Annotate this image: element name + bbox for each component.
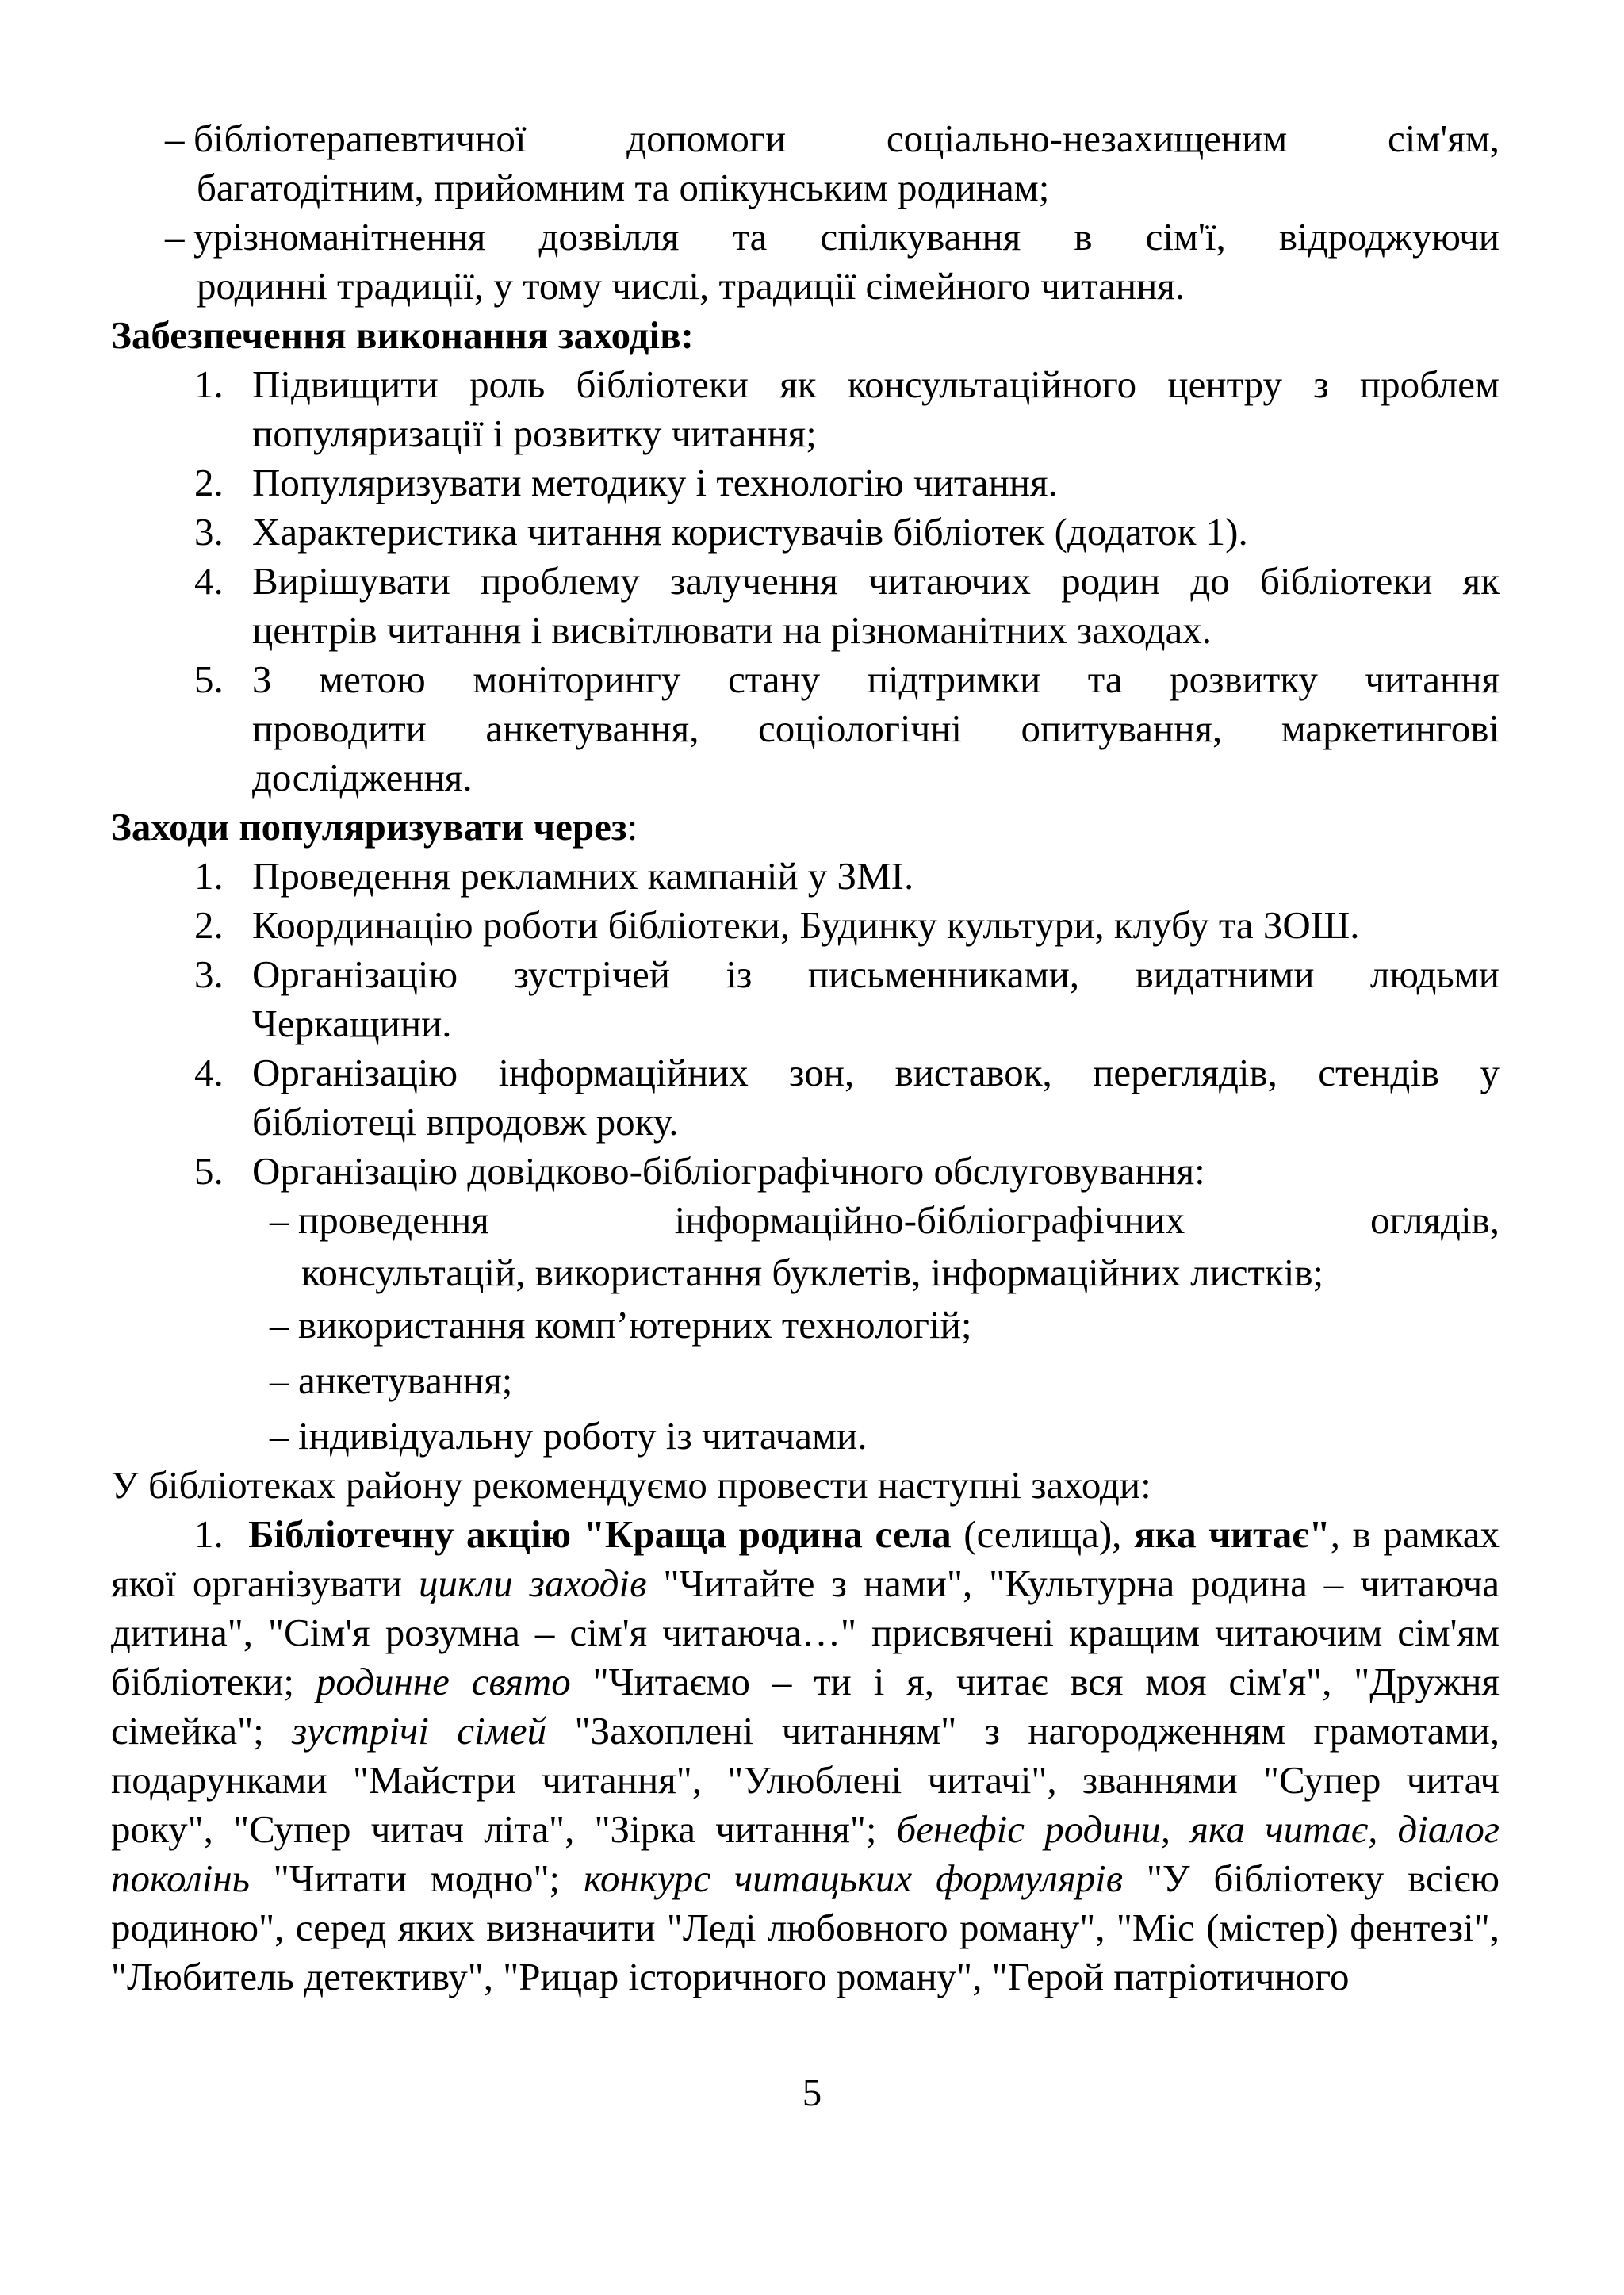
dash-item-line: анкетування; bbox=[298, 1358, 513, 1402]
list-item-5 bbox=[111, 655, 1500, 803]
list-item-4 bbox=[111, 557, 1500, 655]
seg-4: цикли заходів bbox=[418, 1561, 647, 1605]
section-heading-text: Заходи популяризувати через bbox=[111, 805, 627, 849]
recommend-intro: У бібліотеках району рекомендуємо провести наступні заходи: bbox=[111, 1463, 1151, 1507]
dash-item-1 bbox=[111, 114, 1500, 213]
dash-item-line: урізноманітнення дозвілля та спілкування в сім'ї, відроджуючи bbox=[193, 215, 1500, 259]
list-number: 3. bbox=[194, 952, 224, 996]
list-item-2 bbox=[111, 458, 1500, 508]
list-item-line: Проведення рекламних кампаній у ЗМІ. bbox=[252, 854, 914, 898]
list-item-1 bbox=[111, 360, 1500, 458]
dash-marker: – bbox=[165, 215, 185, 259]
list-item-line: Підвищити роль бібліотеки як консультаційного центру з проблем bbox=[252, 362, 1500, 406]
dash-item-line: проведення інформаційно-бібліографічних оглядів, bbox=[298, 1198, 1500, 1242]
list-number: 5. bbox=[194, 657, 224, 701]
seg-8: зустрічі сімей bbox=[292, 1709, 547, 1753]
dash-item-2 bbox=[111, 213, 1500, 311]
dash-item-line: використання комп’ютерних технологій; bbox=[298, 1303, 972, 1347]
list-item-line: Вирішувати проблему залучення читаючих родин до бібліотеки як bbox=[252, 559, 1500, 603]
list-item-line: Організацію довідково-бібліографічного обслуговування: bbox=[252, 1149, 1205, 1193]
section-heading-popularize bbox=[111, 803, 1500, 852]
list-item-line: дослідження. bbox=[252, 756, 473, 799]
page-number: 5 bbox=[802, 2071, 822, 2114]
seg-13: "У бібліотеку всією родиною", серед яких визначити "Леді любовного роману", "Міс (містер) фентезі", "Любитель детективу", "Рицар історичного роману", "Герой патріотичного bbox=[111, 1856, 1500, 1998]
list-item-line: популяризації і розвитку читання; bbox=[252, 412, 817, 455]
section-heading-ensuring: Забезпечення виконання заходів: bbox=[111, 313, 694, 357]
list-item-line: центрів читання і висвітлювати на різноманітних заходах. bbox=[252, 608, 1212, 652]
numbered-list-ensuring bbox=[111, 360, 1500, 803]
list-number: 2. bbox=[194, 903, 224, 947]
dash-marker: – bbox=[270, 1198, 289, 1242]
list-item-line: бібліотеці впродовж року. bbox=[252, 1100, 679, 1144]
dash-marker: – bbox=[270, 1358, 289, 1402]
dash-item-line: бібліотерапевтичної допомоги соціально-незахищеним сім'ям, bbox=[193, 117, 1500, 160]
list-item-line: проводити анкетування, соціологічні опитування, маркетингові bbox=[252, 707, 1500, 750]
seg-0: Бібліотечну акцію "Краща родина села bbox=[248, 1512, 952, 1556]
list-item-5 bbox=[111, 1147, 1500, 1196]
list-item-line: Організацію зустрічей із письменниками, видатними людьми bbox=[252, 952, 1500, 996]
list-number: 1. bbox=[194, 362, 224, 406]
list-number: 5. bbox=[194, 1149, 224, 1193]
final-paragraph-number: 1. bbox=[194, 1512, 224, 1556]
document-page bbox=[111, 114, 1500, 2002]
list-item-line: Популяризувати методику і технологію читання. bbox=[252, 461, 1058, 504]
intro-dash-list bbox=[111, 114, 1500, 311]
seg-1: (селища), bbox=[951, 1512, 1135, 1556]
numbered-list-popularize bbox=[111, 852, 1500, 1461]
seg-11: "Читати модно"; bbox=[249, 1856, 584, 1900]
sub-dash-item-4 bbox=[111, 1412, 1500, 1461]
list-item-line: Організацію інформаційних зон, виставок, переглядів, стендів у bbox=[252, 1051, 1500, 1094]
seg-3: , в рамках якої організувати bbox=[111, 1512, 1500, 1605]
list-item-3 bbox=[111, 508, 1500, 557]
list-item-3 bbox=[111, 950, 1500, 1048]
seg-6: родинне свято bbox=[316, 1660, 571, 1703]
dash-marker: – bbox=[165, 117, 185, 160]
list-number: 4. bbox=[194, 559, 224, 603]
seg-7: "Читаємо – ти і я, читає вся моя сім'я", "Дружня сімейка"; bbox=[111, 1660, 1500, 1753]
list-item-line: Характеристика читання користувачів бібліотек (додаток 1). bbox=[252, 510, 1248, 554]
sub-dash-item-2 bbox=[111, 1301, 1500, 1350]
seg-12: конкурс читацьких формулярів bbox=[583, 1856, 1124, 1900]
list-number: 3. bbox=[194, 510, 224, 554]
seg-5: "Читайте з нами", "Культурна родина – читаюча дитина", "Сім'я розумна – сім'я читаюча…" присвячені кращим читаючим сім'ям бібліотеки; bbox=[111, 1561, 1500, 1703]
dash-item-line: родинні традиції, у тому числі, традиції сімейного читання. bbox=[197, 264, 1185, 308]
list-item-1 bbox=[111, 852, 1500, 901]
sub-dash-item-1 bbox=[111, 1196, 1500, 1297]
seg-2: яка читає" bbox=[1134, 1512, 1331, 1556]
list-item-2 bbox=[111, 901, 1500, 950]
list-item-4 bbox=[111, 1048, 1500, 1147]
list-item-line: Черкащини. bbox=[252, 1002, 452, 1045]
sub-dash-list bbox=[111, 1196, 1500, 1461]
dash-item-line: багатодітним, прийомним та опікунським родинам; bbox=[197, 166, 1050, 209]
seg-9: "Захоплені читанням" з нагородженням грамотами, подарунками "Майстри читання", "Улюблені читачі", званнями "Супер читач року", "Супер читач літа", "Зірка читання"; bbox=[111, 1709, 1500, 1851]
dash-marker: – bbox=[270, 1303, 289, 1347]
sub-dash-item-3 bbox=[111, 1356, 1500, 1405]
list-number: 4. bbox=[194, 1051, 224, 1094]
list-number: 1. bbox=[194, 854, 224, 898]
final-paragraph bbox=[111, 1510, 1500, 2002]
dash-item-line: консультацій, використання буклетів, інформаційних листків; bbox=[301, 1251, 1324, 1294]
heading-colon: : bbox=[626, 805, 638, 849]
list-item-line: З метою моніторингу стану підтримки та розвитку читання bbox=[252, 657, 1500, 701]
dash-item-line: індивідуальну роботу із читачами. bbox=[298, 1414, 868, 1458]
seg-10: бенефіс родини, яка читає, діалог поколінь bbox=[111, 1807, 1500, 1900]
list-item-line: Координацію роботи бібліотеки, Будинку культури, клубу та ЗОШ. bbox=[252, 903, 1360, 947]
dash-marker: – bbox=[270, 1414, 289, 1458]
list-number: 2. bbox=[194, 461, 224, 504]
